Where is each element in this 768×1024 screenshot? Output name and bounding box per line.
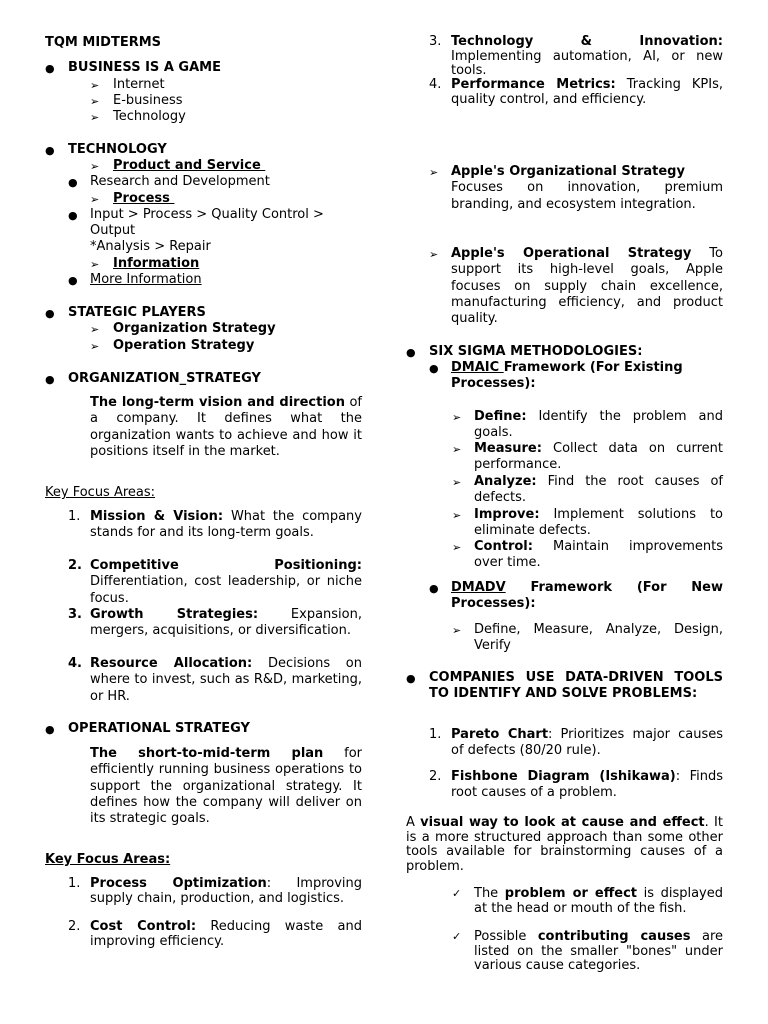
list-item: ➢ Control: Maintain improvements over time. xyxy=(452,539,723,571)
companies-section xyxy=(406,670,723,703)
arrow-bullet-icon: ➢ xyxy=(90,258,100,271)
arrow-bullet-icon: ➢ xyxy=(452,624,462,637)
op-strategy-heading: OPERATIONAL STRATEGY xyxy=(68,721,250,736)
business-heading: BUSINESS IS A GAME xyxy=(68,60,221,75)
bullet-icon: ● xyxy=(406,672,416,685)
list-item: ➢ Define: Identify the problem and goals. xyxy=(452,409,723,441)
op-strategy-paragraph: The short-to-mid-term plan for efficiently running business operations to support the organizational strategy. It defines how the company will deliver on its strategic goals. xyxy=(90,746,362,827)
fishbone-paragraph: A visual way to look at cause and effect. It is a more structured approach than some other tools available for brainstorming causes of a problem. xyxy=(406,815,723,874)
six-sigma-heading: SIX SIGMA METHODOLOGIES: xyxy=(429,344,643,359)
arrow-bullet-icon: ➢ xyxy=(452,411,462,424)
list-item: 1. Mission & Vision: What the company stands for and its long-term goals. xyxy=(68,509,362,541)
key-focus-label: Key Focus Areas: xyxy=(45,485,156,500)
list-item: 2. Competitive Positioning: Differentiation, cost leadership, or niche focus. xyxy=(68,558,362,606)
arrow-bullet-icon: ➢ xyxy=(429,248,439,261)
list-item: 1. Process Optimization: Improving supply chain, production, and logistics. xyxy=(68,876,363,906)
arrow-bullet-icon: ➢ xyxy=(90,193,100,206)
arrow-bullet-icon: ➢ xyxy=(90,111,100,124)
list-item: 3. Growth Strategies: Expansion, mergers, acquisitions, or diversification. xyxy=(68,607,362,639)
document-page: TQM MIDTERMS ● BUSINESS IS A GAME ➢ Internet ➢ E-business ➢ Technology ● TECHNOLOGY ➢ Product and Service ● Research and Development ➢ Process ● Input > Process > Quality Control > Output *Analysis > Repair ➢ Information ● More Information ● STATEGIC PLAYERS ➢ Organization Strategy ➢ Operation Strategy ● ORGANIZATION_STRATEGY The long-term vision and direction of a company. It defines what the organization wants to achieve and how it positions itself in the market. Key Focus Areas: 1. Mission & Vision: What the company stands for and its long-term goals. 2. Competitive Positioning: Differentiation, cost leadership, or niche focus. 3. Growth Strategies: Expansion, mergers, acquisitions, or diversification. 4. Resource Allocation: Decisions on where to invest, such as R&D, marketing, or HR. ● OPERATIONAL STRATEGY The short-to-mid-term plan for efficiently running business operations to support the organizational strategy. It defines how the company will deliver on its strategic goals. Key Focus Areas: 1. Process Optimization: Improving supply chain, production, and logistics. 2. Cost Control: Reducing waste and improving efficiency. 3. Technology & Innovation: Implementing automation, AI, or new tools. 4. Performance Metrics: Tracking KPIs, quality control, and efficiency. ➢ Apple's Organizational Strategy Focuses on innovation, premium branding, and ecosystem integration. ➢ Apple's Operational Strategy To support its high-level goals, Apple focuses on supply chain excellence, manufacturing efficiency, and product quality. ● SIX SIGMA METHODOLOGIES: ● DMAIC Framework (For Existing Processes): ➢ Define: Identify the problem and goals. ➢ Measure: Collect data on current performance. ➢ Analyze: Find the root causes of defects. ➢ Improve: Implement solutions to eliminate defects. ➢ Control: Maintain improvements over time. ● DMADV Framework (For New Processes): ➢ Define, Measure, Analyze, Design, Verify ● COMPANIES USE DATA-DRIVEN TOOLS TO IDENTIFY AND SOLVE PROBLEMS: 1. Pareto Chart: Prioritizes major causes of defects (80/20 rule). 2. Fishbone Diagram (Ishikawa): Finds root causes of a problem. A visual way to look at cause and effect. It is a more structured approach than some other tools available for brainstorming causes of a problem. ✓ The problem or effect is displayed at the head or mouth of the fish. ✓ Possible contributing causes are listed on the smaller "bones" under various cause categories. xyxy=(45,34,724,973)
technology-heading: TECHNOLOGY xyxy=(68,142,167,157)
key-focus-label: Key Focus Areas: xyxy=(45,852,171,867)
list-item: 4. Performance Metrics: Tracking KPIs, quality control, and efficiency. xyxy=(429,77,723,107)
list-item: ✓ The problem or effect is displayed at the head or mouth of the fish. xyxy=(452,886,724,916)
bullet-icon: ● xyxy=(45,62,55,75)
document-title: TQM MIDTERMS xyxy=(45,35,162,50)
apple-org-strategy: ➢ Apple's Organizational Strategy Focuses on innovation, premium branding, and ecosystem integration. xyxy=(429,164,723,212)
arrow-bullet-icon: ➢ xyxy=(429,166,439,179)
companies-heading: COMPANIES USE DATA-DRIVEN TOOLS TO IDENTIFY AND SOLVE PROBLEMS: xyxy=(429,670,723,702)
bullet-icon: ● xyxy=(68,209,78,222)
dmaic-heading: ● DMAIC Framework (For Existing Processes): xyxy=(429,360,683,392)
bullet-icon: ● xyxy=(45,307,55,320)
list-item: ➢ Measure: Collect data on current performance. xyxy=(452,441,723,473)
bullet-icon: ● xyxy=(68,176,78,189)
arrow-bullet-icon: ➢ xyxy=(452,509,462,522)
arrow-bullet-icon: ➢ xyxy=(452,476,462,489)
arrow-bullet-icon: ➢ xyxy=(90,95,100,108)
list-item: 2. Fishbone Diagram (Ishikawa): Finds root causes of a problem. xyxy=(429,769,723,801)
list-item: 4. Resource Allocation: Decisions on where to invest, such as R&D, marketing, or HR. xyxy=(68,656,363,704)
bullet-icon: ● xyxy=(406,346,416,359)
arrow-bullet-icon: ➢ xyxy=(90,160,100,173)
check-icon: ✓ xyxy=(452,887,462,900)
arrow-bullet-icon: ➢ xyxy=(90,79,100,92)
apple-op-strategy: ➢ Apple's Operational Strategy To support its high-level goals, Apple focuses on supply chain excellence, manufacturing efficiency, and product quality. xyxy=(429,246,723,327)
bullet-icon: ● xyxy=(429,362,439,375)
list-item: ➢ Analyze: Find the root causes of defects. xyxy=(452,474,723,506)
players-heading: STATEGIC PLAYERS xyxy=(68,305,206,320)
list-item: ✓ Possible contributing causes are listed on the smaller "bones" under various cause categories. xyxy=(452,929,723,973)
org-strategy-heading: ORGANIZATION_STRATEGY xyxy=(68,371,261,386)
bullet-icon: ● xyxy=(45,373,55,386)
list-item: 1. Pareto Chart: Prioritizes major causes of defects (80/20 rule). xyxy=(429,727,724,759)
list-item: 2. Cost Control: Reducing waste and improving efficiency. xyxy=(68,919,363,949)
dmadv-heading: ● DMADV Framework (For New Processes): xyxy=(429,580,723,612)
bullet-icon: ● xyxy=(68,274,78,287)
list-item: 3. Technology & Innovation: Implementing automation, AI, or new tools. xyxy=(429,34,723,78)
arrow-bullet-icon: ➢ xyxy=(452,541,462,554)
arrow-bullet-icon: ➢ xyxy=(452,443,462,456)
list-item: ➢ Improve: Implement solutions to eliminate defects. xyxy=(452,507,723,539)
org-strategy-paragraph: The long-term vision and direction of a company. It defines what the organization wants to achieve and how it positions itself in the market. xyxy=(90,395,362,459)
bullet-icon: ● xyxy=(45,723,55,736)
list-item: ➢ Define, Measure, Analyze, Design, Verify xyxy=(452,622,723,654)
bullet-icon: ● xyxy=(45,144,55,157)
bullet-icon: ● xyxy=(429,582,439,595)
arrow-bullet-icon: ➢ xyxy=(90,323,100,336)
arrow-bullet-icon: ➢ xyxy=(90,340,100,353)
check-icon: ✓ xyxy=(452,930,462,943)
